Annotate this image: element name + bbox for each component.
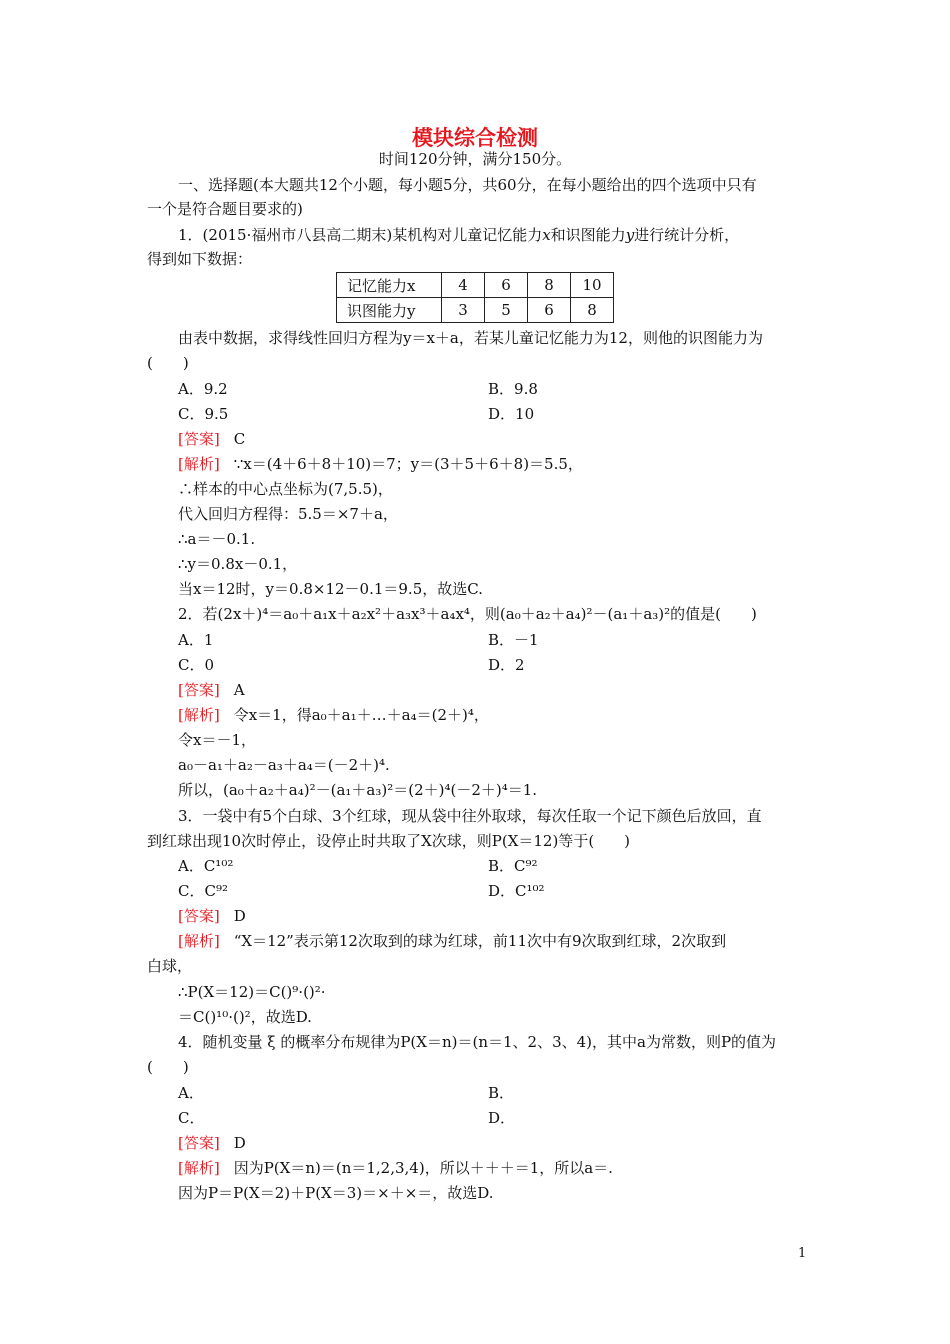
q4-stem-line1: 4．随机变量 ξ 的概率分布规律为P(X＝n)＝(n＝1、2、3、4)，其中a为常数，则P的值为	[178, 1033, 777, 1051]
answer-tag: [答案]	[178, 430, 220, 448]
q3-option-a: A．C¹⁰²	[178, 857, 234, 875]
section-heading-line2: 一个是符合题目要求的)	[147, 200, 303, 218]
q2-answer: [答案] A	[178, 681, 245, 699]
q3-answer: [答案] D	[178, 907, 246, 925]
q3-option-b: B．C⁹²	[488, 857, 538, 875]
page-number: 1	[798, 1246, 807, 1261]
table-cell: 6	[528, 298, 571, 323]
q4-option-d: D．	[488, 1109, 516, 1127]
q2-analysis-line3: a₀－a₁＋a₂－a₃＋a₄＝(－2＋)⁴.	[178, 756, 390, 774]
q2-option-d: D．2	[488, 656, 525, 674]
q4-option-b: B．	[488, 1084, 515, 1102]
q1-analysis-line6: 当x＝12时，y＝0.8×12－0.1＝9.5，故选C.	[178, 580, 483, 598]
q4-analysis-line1: [解析] 因为P(X＝n)＝(n＝1,2,3,4)，所以＋＋＋＝1，所以a＝.	[178, 1159, 613, 1177]
analysis-tag: [解析]	[178, 932, 220, 950]
q1-stem-line2: 得到如下数据：	[147, 250, 253, 268]
q2-analysis-line2: 令x＝－1，	[178, 731, 257, 749]
q2-analysis-line4: 所以，(a₀＋a₂＋a₄)²－(a₁＋a₃)²＝(2＋)⁴(－2＋)⁴＝1.	[178, 781, 538, 799]
section-heading-line1: 一、选择题(本大题共12个小题，每小题5分，共60分，在每小题给出的四个选项中只有	[178, 176, 757, 194]
q4-option-c: C．	[178, 1109, 205, 1127]
data-table	[336, 272, 614, 323]
q4-paren: ( )	[147, 1058, 189, 1076]
q3-analysis-line1: [解析] “X＝12”表示第12次取到的球为红球，前11次中有9次取到红球，2次取到	[178, 932, 727, 950]
table-cell: 8	[528, 273, 571, 298]
exam-info: 时间120分钟，满分150分。	[378, 150, 572, 168]
q1-analysis-line5: ∴y＝0.8x－0.1，	[178, 555, 298, 573]
q4-analysis-line2: 因为P＝P(X＝2)＋P(X＝3)＝×＋×＝，故选D.	[178, 1184, 494, 1202]
q2-stem: 2．若(2x＋)⁴＝a₀＋a₁x＋a₂x²＋a₃x³＋a₄x⁴，则(a₀＋a₂＋a₄)²－(a₁＋a₃)²的值是( )	[178, 605, 757, 623]
table-row	[337, 273, 614, 298]
answer-tag: [答案]	[178, 907, 220, 925]
q1-analysis-line4: ∴a＝－0.1.	[178, 530, 256, 548]
table-cell: 10	[571, 273, 614, 298]
analysis-tag: [解析]	[178, 706, 220, 724]
table-cell: 8	[571, 298, 614, 323]
answer-tag: [答案]	[178, 681, 220, 699]
q3-analysis-line2: 白球，	[147, 957, 193, 975]
q1-stem-line1: 1．(2015·福州市八县高二期末)某机构对儿童记忆能力x和识图能力y进行统计分析，	[178, 226, 740, 244]
table-cell: 3	[442, 298, 485, 323]
q3-analysis-line4: ＝C()¹⁰·()²，故选D.	[178, 1008, 312, 1026]
table-cell: 6	[485, 273, 528, 298]
table-cell: 4	[442, 273, 485, 298]
q4-option-a: A．	[178, 1084, 204, 1102]
q4-answer: [答案] D	[178, 1134, 246, 1152]
q1-paren: ( )	[147, 354, 189, 372]
table-cell: 5	[485, 298, 528, 323]
q1-answer: [答案] C	[178, 430, 246, 448]
q2-option-c: C．0	[178, 656, 215, 674]
q2-option-a: A．1	[178, 631, 214, 649]
q3-stem-line1: 3．一袋中有5个白球、3个红球，现从袋中往外取球，每次任取一个记下颜色后放回，直	[178, 807, 762, 825]
q2-analysis-line1: [解析] 令x＝1，得a₀＋a₁＋…＋a₄＝(2＋)⁴，	[178, 706, 489, 724]
q1-analysis-line3: 代入回归方程得：5.5＝×7＋a，	[178, 505, 398, 523]
q3-option-c: C．C⁹²	[178, 882, 228, 900]
q1-option-a: A．9.2	[178, 380, 228, 398]
q3-stem-line2: 到红球出现10次时停止，设停止时共取了X次球，则P(X＝12)等于( )	[147, 832, 631, 850]
q3-analysis-line3: ∴P(X＝12)＝C()⁹·()²·	[178, 983, 326, 1001]
q1-option-c: C．9.5	[178, 405, 229, 423]
analysis-tag: [解析]	[178, 1159, 220, 1177]
table-cell: 记忆能力x	[337, 273, 442, 298]
page-title: 模块综合检测	[412, 126, 538, 150]
q2-option-b: B．－1	[488, 631, 539, 649]
table-row	[337, 298, 614, 323]
analysis-tag: [解析]	[178, 455, 220, 473]
q1-analysis-line1: [解析] ∵x＝(4＋6＋8＋10)＝7；y＝(3＋5＋6＋8)＝5.5，	[178, 455, 583, 473]
q1-option-d: D．10	[488, 405, 535, 423]
table-cell: 识图能力y	[337, 298, 442, 323]
q1-analysis-line2: ∴样本的中心点坐标为(7,5.5)，	[178, 480, 393, 498]
q1-option-b: B．9.8	[488, 380, 538, 398]
q1-stem-line3: 由表中数据，求得线性回归方程为y＝x＋a，若某儿童记忆能力为12，则他的识图能力为	[178, 329, 763, 347]
answer-tag: [答案]	[178, 1134, 220, 1152]
q3-option-d: D．C¹⁰²	[488, 882, 545, 900]
